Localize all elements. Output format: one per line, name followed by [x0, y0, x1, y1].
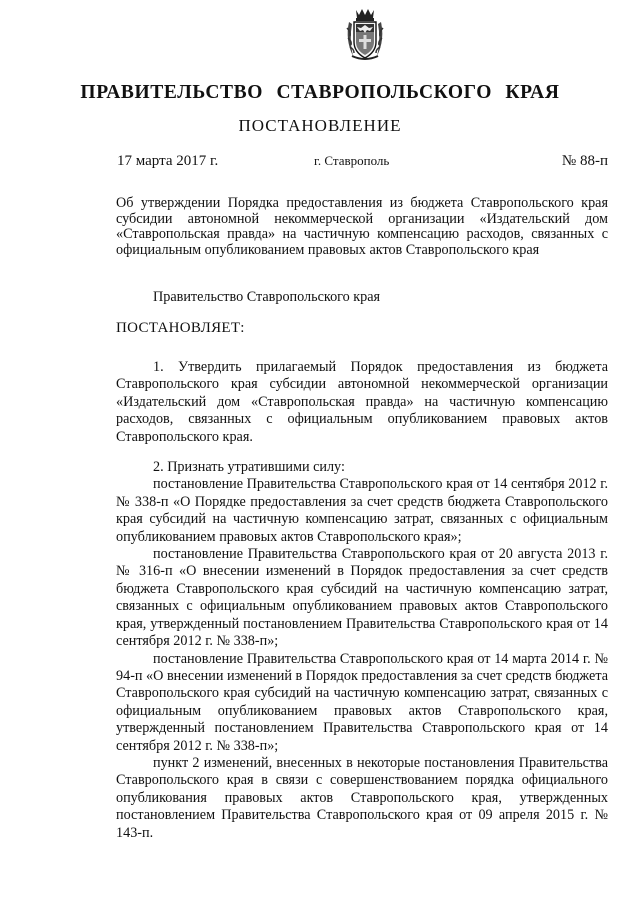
preamble: Правительство Ставропольского края [153, 289, 381, 305]
document-subject: Об утверждении Порядка предоставления из бюджета Ставропольского края субсидии автономной некоммерческой организации «Издательский дом «Ставропольская правда» на частичную компенсацию расходов, связанных с официальным опубликованием правовых актов Ставропольского края [116, 195, 608, 259]
resolves-heading: ПОСТАНОВЛЯЕТ: [116, 320, 245, 336]
document-date: 17 марта 2017 г. [117, 153, 219, 169]
document-type: ПОСТАНОВЛЕНИЕ [238, 116, 402, 135]
paragraph-repeal-item: пункт 2 изменений, внесенных в некоторые постановления Правительства Ставропольского края в связи с совершенствованием порядка официального опубликования правовых актов Ставропольского края, утвержденных постановлением Правительства Ставропольского края от 09 апреля 2015 г. № 143-п. [116, 754, 608, 841]
document-city: г. Ставрополь [314, 153, 390, 168]
document-number: № 88-п [561, 153, 608, 169]
paragraph-repeal-item: постановление Правительства Ставропольского края от 14 сентября 2012 г. № 338-п «О Порядке предоставления за счет средств бюджета Ставропольского края субсидий на частичную компенсацию затрат, связанных с официальным опубликованием правовых актов Ставропольского края»; [116, 476, 608, 545]
paragraph-repeal-heading: 2. Признать утратившими силу: [153, 459, 345, 476]
stavropol-coat-of-arms-icon [343, 6, 387, 62]
document-body [116, 359, 608, 842]
paragraph-repeal-item: постановление Правительства Ставропольского края от 20 августа 2013 г. № 316-п «О внесении изменений в Порядок предоставления за счет средств бюджета Ставропольского края субсидий на частичную компенсацию затрат, связанных с официальным опубликованием правовых актов Ставропольского края, утвержденный постановлением Правительства Ставропольского края от 14 сентября 2012 г. № 338-п»; [116, 546, 608, 650]
government-title: ПРАВИТЕЛЬСТВО СТАВРОПОЛЬСКОГО КРАЯ [80, 82, 560, 103]
paragraph-approve: 1. Утвердить прилагаемый Порядок предоставления из бюджета Ставропольского края субсидии автономной некоммерческой организации «Издательский дом «Ставропольская правда» на частичную компенсацию расходов, связанных с официальным опубликованием правовых актов Ставропольского края. [116, 359, 608, 445]
paragraph-repeal-item: постановление Правительства Ставропольского края от 14 марта 2014 г. № 94-п «О внесении изменений в Порядок предоставления за счет средств бюджета Ставропольского края субсидий на частичную компенсацию затрат, связанных с официальным опубликованием правовых актов Ставропольского края, утвержденный постановлением Правительства Ставропольского края от 14 сентября 2012 г. № 338-п»; [116, 650, 608, 754]
